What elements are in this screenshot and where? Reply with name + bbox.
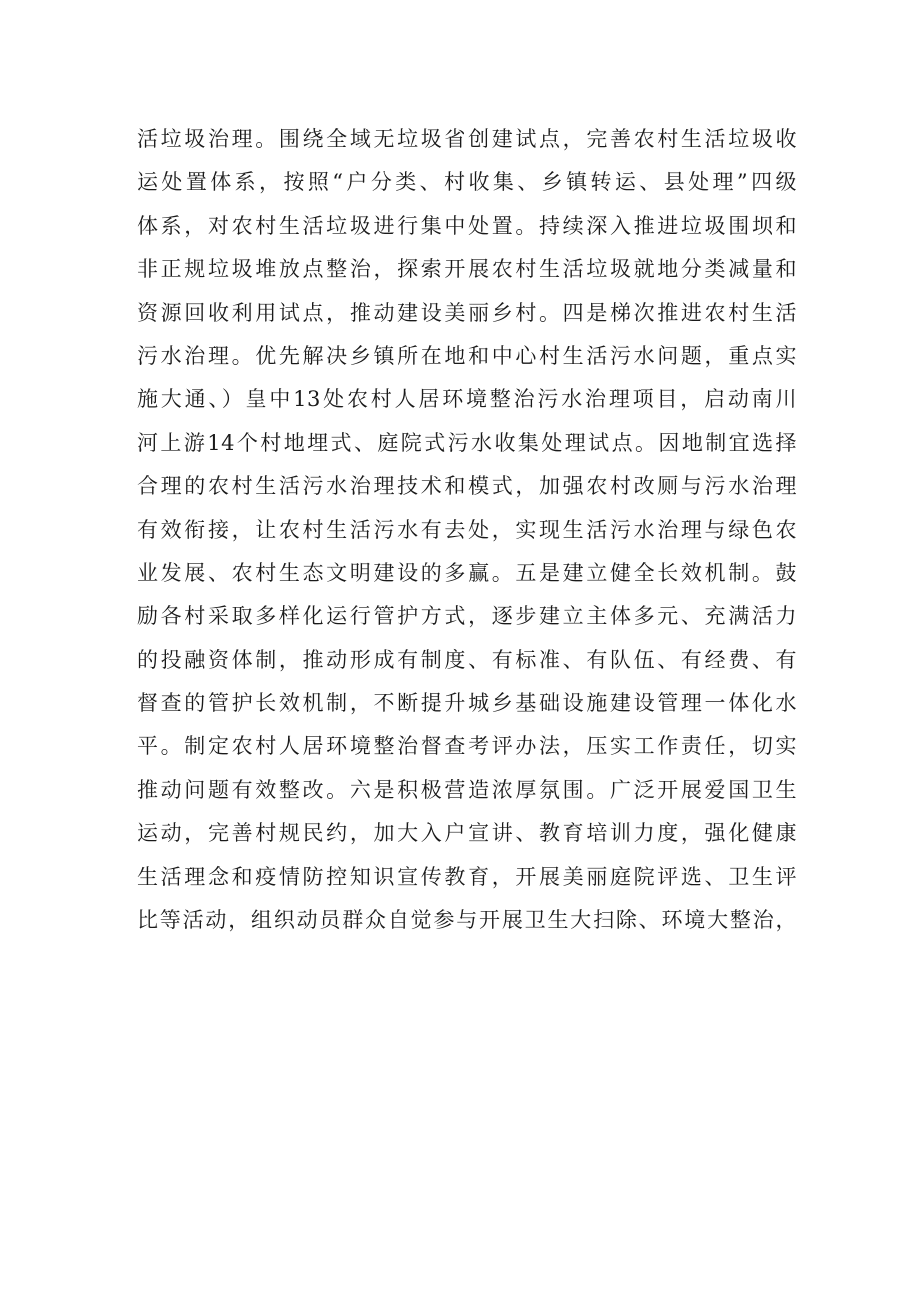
text-line: 推动问题有效整改。六是积极营造浓厚氛围。广泛开展爱国卫生 [137,777,797,802]
body-paragraph [137,118,797,942]
text-line: 非正规垃圾堆放点整治，探索开展农村生活垃圾就地分类减量和 [137,257,797,282]
text-line: 业发展、农村生态文明建设的多赢。五是建立健全长效机制。鼓 [137,560,797,585]
text-line: 生活理念和疫情防控知识宣传教育，开展美丽庭院评选、卫生评 [137,864,797,889]
text-line: 河上游14个村地埋式、庭院式污水收集处理试点。因地制宜选择 [137,430,797,455]
text-line: 励各村采取多样化运行管护方式，逐步建立主体多元、充满活力 [137,604,797,629]
text-line: 运动，完善村规民约，加大入户宣讲、教育培训力度，强化健康 [137,821,797,846]
text-line: 比等活动，组织动员群众自觉参与开展卫生大扫除、环境大整治， [137,908,797,933]
text-line: 污水治理。优先解决乡镇所在地和中心村生活污水问题，重点实 [137,343,797,368]
text-line: 活垃圾治理。围绕全域无垃圾省创建试点，完善农村生活垃圾收 [137,127,797,151]
text-line: 合理的农村生活污水治理技术和模式，加强农村改厕与污水治理 [137,474,797,499]
text-line: 的投融资体制，推动形成有制度、有标准、有队伍、有经费、有 [137,647,797,672]
text-line: 体系，对农村生活垃圾进行集中处置。持续深入推进垃圾围坝和 [137,213,797,238]
text-line: 平。制定农村人居环境整治督查考评办法，压实工作责任，切实 [137,734,797,759]
text-line: 督查的管护长效机制，不断提升城乡基础设施建设管理一体化水 [137,691,797,716]
text-line: 施大通、）皇中13处农村人居环境整治污水治理项目，启动南川 [137,387,797,412]
text-line: 运处置体系，按照“户分类、村收集、乡镇转运、县处理”四级 [137,170,797,195]
text-line: 有效衔接，让农村生活污水有去处，实现生活污水治理与绿色农 [137,517,797,542]
text-line: 资源回收利用试点，推动建设美丽乡村。四是梯次推进农村生活 [137,300,797,325]
